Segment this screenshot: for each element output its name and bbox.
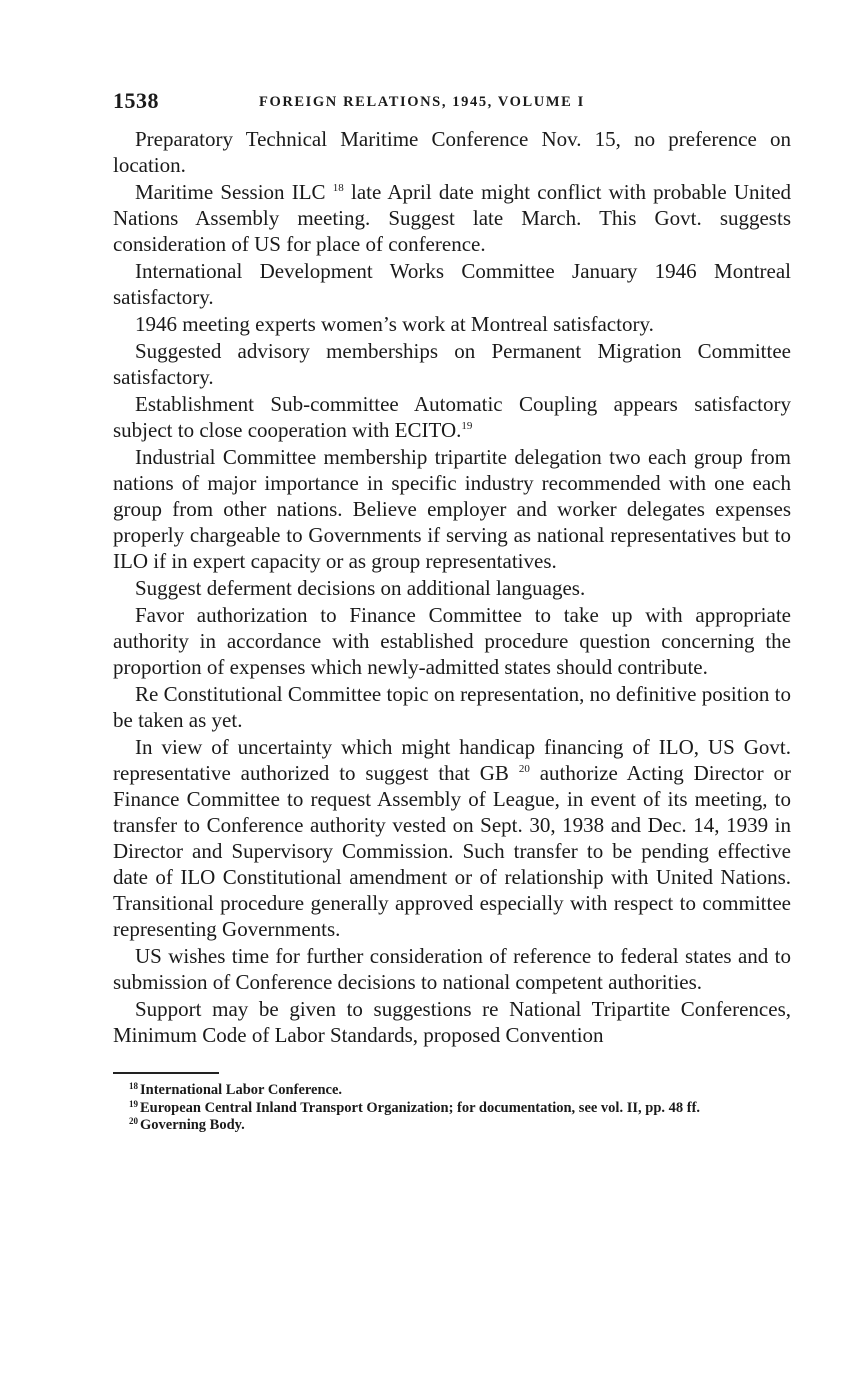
footnote-number: 20	[129, 1116, 138, 1126]
paragraph-text: Establishment Sub-committee Automatic Coupling appears satisfactory subject to close cooperation with ECITO.	[113, 392, 791, 442]
footnote-ref-18: 18	[332, 182, 344, 194]
footnote-18	[113, 1082, 791, 1100]
footnote-20	[113, 1117, 791, 1135]
paragraph-text: late April date might conflict with probable United Nations Assembly meeting. Suggest late March. This Govt. suggests consideration of US for place of conference.	[113, 180, 792, 256]
document-page	[113, 88, 791, 1135]
footnote-19	[113, 1100, 791, 1118]
footnote-divider	[113, 1072, 219, 1074]
paragraph-maritime-conference: Preparatory Technical Maritime Conference Nov. 15, no preference on location.	[113, 127, 791, 177]
body-text	[113, 126, 791, 1048]
paragraph-text: Maritime Session ILC	[135, 180, 326, 204]
paragraph-constitutional-committee: Re Constitutional Committee topic on representation, no definitive position to be taken as yet.	[113, 682, 791, 732]
paragraph-migration-committee: Suggested advisory memberships on Permanent Migration Committee satisfactory.	[113, 339, 791, 389]
footnote-number: 18	[129, 1081, 138, 1091]
paragraph-development-works: International Development Works Committee January 1946 Montreal satisfactory.	[113, 259, 791, 309]
footnote-text: Governing Body.	[140, 1117, 245, 1133]
paragraph-womens-work: 1946 meeting experts women’s work at Montreal satisfactory.	[135, 312, 654, 336]
paragraph-languages: Suggest deferment decisions on additional languages.	[135, 576, 586, 600]
paragraph-industrial-committee: Industrial Committee membership tripartite delegation two each group from nations of major importance in specific industry recommended with one each group from other nations. Believe employer and worker delegates expenses properly chargeable to Governments if serving as national representatives but to ILO if in expert capacity or as group representatives.	[113, 445, 791, 573]
footnote-ref-20: 20	[518, 763, 530, 775]
running-head: FOREIGN RELATIONS, 1945, VOLUME I	[259, 94, 585, 110]
footnote-text: International Labor Conference.	[140, 1082, 343, 1098]
paragraph-finance-committee: Favor authorization to Finance Committee to take up with appropriate authority in accordance with established procedure question concerning the proportion of expenses which newly-admitted states should contribute.	[113, 603, 791, 679]
paragraph-text: authorize Acting Director or Finance Committee to request Assembly of League, in event of its meeting, to transfer to Conference authority vested on Sept. 30, 1938 and Dec. 14, 1939 in Director and Supervisory Commission. Such transfer to be pending effective date of ILO Constitutional amendment or of relationship with United Nations. Transitional procedure generally approved especially with respect to committee representing Governments.	[113, 761, 792, 941]
paragraph-federal-states: US wishes time for further consideration of reference to federal states and to submission of Conference decisions to national competent authorities.	[113, 944, 791, 994]
paragraph-text: In view of uncertainty which might handicap financing of ILO, US Govt. representative authorized to suggest that GB	[113, 735, 791, 785]
paragraph-tripartite-conferences: Support may be given to suggestions re National Tripartite Conferences, Minimum Code of Labor Standards, proposed Convention	[113, 997, 791, 1047]
footnote-text: European Central Inland Transport Organization; for documentation, see vol. II, pp. 48 ff.	[140, 1099, 701, 1116]
footnotes	[113, 1082, 791, 1135]
paragraph-automatic-coupling	[113, 391, 791, 443]
page-header	[113, 88, 791, 116]
paragraph-maritime-session	[113, 179, 791, 257]
footnote-ref-19: 19	[461, 420, 473, 432]
footnote-number: 19	[129, 1098, 138, 1109]
paragraph-financing-ilo	[113, 734, 791, 942]
page-number: 1538	[113, 88, 159, 113]
